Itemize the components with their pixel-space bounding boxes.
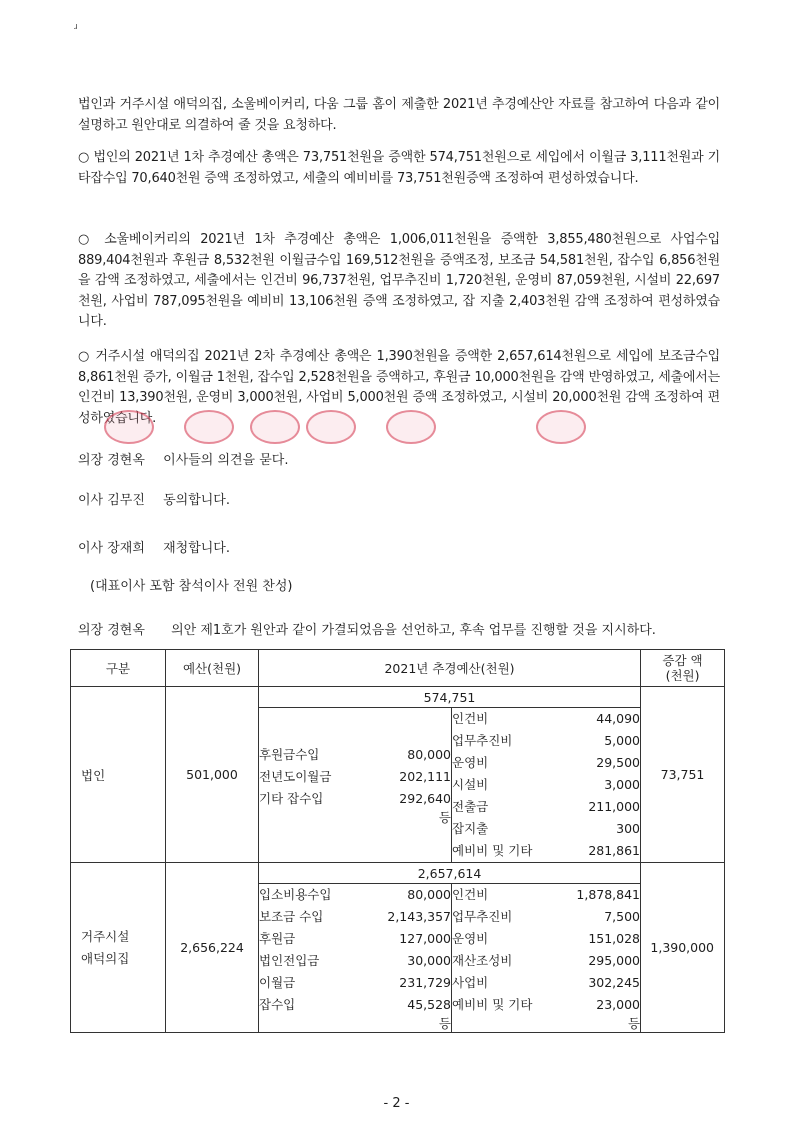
- list-item: 보조금 수입 2,143,357: [259, 909, 451, 924]
- seal-stamp: [386, 410, 436, 444]
- statement-text: 재청합니다.: [163, 541, 231, 556]
- revenue-list: [259, 884, 452, 1033]
- list-item: 기타 잡수입 292,640: [259, 791, 451, 806]
- header-category: 구분: [71, 650, 166, 687]
- expense-list: [452, 708, 641, 863]
- table-row: [71, 863, 725, 884]
- speaker-label: 의장 경현옥: [78, 453, 145, 468]
- list-item: 잡지출 300: [452, 821, 641, 836]
- page-number: - 2 -: [383, 1096, 410, 1111]
- list-item: 후원금수입 80,000: [259, 747, 451, 762]
- list-item: 법인전입금 30,000: [259, 953, 451, 968]
- table-header-row: [71, 650, 725, 687]
- list-item: 사업비 302,245: [452, 975, 641, 990]
- statement-text: 이사들의 의견을 묻다.: [163, 453, 289, 468]
- list-item: 운영비 151,028: [452, 931, 641, 946]
- facility-budget-paragraph: ○ 거주시설 애덕의집 2021년 2차 추경예산 총액은 1,390천원을 증액한 2,657,614천원으로 세입에 보조금수입 8,861천원 증가, 이월금 1천원, 잡수입 2,528천원을 증액하고, 후원금 10,000천원을 감액 반영하였고, 세출에서는 인건비 13,390천원, 운영비 3,000천원, 사업비 5,000천원 증액 조정하였고, 시설비 20,000천원 감액 조정하여 편성하였습니다.: [78, 349, 720, 426]
- list-item: 인건비 44,090: [452, 711, 641, 726]
- list-item: 후원금 127,000: [259, 931, 451, 946]
- list-item: 운영비 29,500: [452, 755, 641, 770]
- statement-text: 동의합니다.: [163, 493, 231, 508]
- header-change: 증감 액 (천원): [641, 650, 725, 687]
- list-item: 전년도이월금 202,111: [259, 769, 451, 784]
- row-budget: 501,000: [166, 687, 259, 863]
- seal-stamp: [104, 410, 154, 444]
- budget-table: [70, 649, 725, 1033]
- seal-stamp: [306, 410, 356, 444]
- row-change: 73,751: [641, 687, 725, 863]
- list-item: 업무추진비 5,000: [452, 733, 641, 748]
- revenue-list: [259, 708, 452, 863]
- corner-mark: ɹ: [74, 22, 78, 32]
- row-total: 2,657,614: [259, 863, 641, 884]
- intro-paragraph: 법인과 거주시설 애덕의집, 소울베이커리, 다움 그룹 홈이 제출한 2021년 추경예산안 자료를 참고하여 다음과 같이 설명하고 원안대로 의결하여 줄 것을 요청하다.: [78, 97, 720, 133]
- etc-suffix: 등: [438, 810, 451, 825]
- statement-text: 의안 제1호가 원안과 같이 가결되었음을 선언하고, 후속 업무를 진행할 것을 지시하다.: [171, 623, 656, 638]
- list-item: 인건비 1,878,841: [452, 887, 641, 902]
- row-total: 574,751: [259, 687, 641, 708]
- list-item: 이월금 231,729: [259, 975, 451, 990]
- chair-resolution: [78, 622, 656, 640]
- list-item: 예비비 및 기타 281,861: [452, 843, 641, 858]
- seal-stamp: [184, 410, 234, 444]
- list-item: 재산조성비 295,000: [452, 953, 641, 968]
- director-statement: [78, 492, 230, 510]
- row-budget: 2,656,224: [166, 863, 259, 1033]
- speaker-label: 이사 장재희: [78, 541, 145, 556]
- list-item: 예비비 및 기타 23,000: [452, 997, 641, 1012]
- row-category: 거주시설 애덕의집: [71, 863, 166, 1033]
- etc-suffix: 등: [627, 1016, 641, 1031]
- seal-stamp: [536, 410, 586, 444]
- header-revised-budget: 2021년 추경예산(천원): [259, 650, 641, 687]
- list-item: 잡수입 45,528: [259, 997, 451, 1012]
- row-category: 법인: [71, 687, 166, 863]
- bakery-budget-paragraph: ○ 소울베이커리의 2021년 1차 추경예산 총액은 1,006,011천원을 증액한 3,855,480천원으로 사업수입 889,404천원과 후원금 8,532천원 이월금수입 169,512천원을 증액조정, 보조금 54,581천원, 잡수입 6,856천원을 감액 조정하였고, 세출에서는 인건비 96,737천원, 업무추진비 1,720천원, 운영비 87,059천원, 시설비 22,697천원, 사업비 787,095천원을 예비비 13,106천원 증액 조정하였고, 잡 지출 2,403천원 감액 조정하여 편성하였습니다.: [78, 232, 720, 329]
- etc-suffix: 등: [438, 1016, 451, 1031]
- list-item: 전출금 211,000: [452, 799, 641, 814]
- director-statement: [78, 540, 230, 558]
- chair-statement: [78, 452, 289, 470]
- expense-list: [452, 884, 641, 1033]
- corporation-budget-paragraph: ○ 법인의 2021년 1차 추경예산 총액은 73,751천원을 증액한 574,751천원으로 세입에서 이월금 3,111천원과 기타잡수입 70,640천원 증액 조정하였고, 세출의 예비비를 73,751천원증액 조정하여 편성하였습니다.: [78, 150, 720, 186]
- vote-note: (대표이사 포함 참석이사 전원 찬성): [90, 579, 293, 594]
- seal-stamp: [250, 410, 300, 444]
- list-item: 입소비용수입 80,000: [259, 887, 451, 902]
- list-item: 업무추진비 7,500: [452, 909, 641, 924]
- list-item: 시설비 3,000: [452, 777, 641, 792]
- speaker-label: 이사 김무진: [78, 493, 145, 508]
- row-change: 1,390,000: [641, 863, 725, 1033]
- table-row: [71, 687, 725, 708]
- header-budget: 예산(천원): [166, 650, 259, 687]
- speaker-label: 의장 경현옥: [78, 623, 145, 638]
